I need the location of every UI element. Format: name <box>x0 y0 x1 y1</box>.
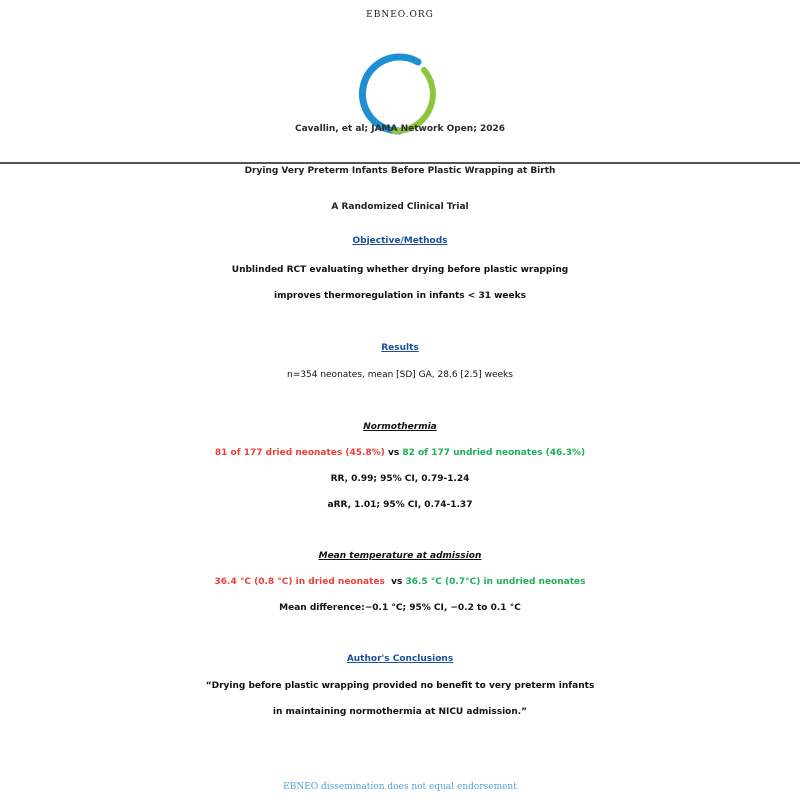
dried-result: 81 of 177 dried neonates (45.8%) <box>214 448 385 458</box>
disclaimer-footer: EBNEO dissemination does not equal endorsement <box>283 782 517 792</box>
results-text: n=354 neonates, mean [SD] GA, 28.6 [2.5] weeks <box>287 370 513 380</box>
objective-text-2: improves thermoregulation in infants < 31 weeks <box>274 291 526 301</box>
relative-risk: RR, 0.99; 95% CI, 0.79-1.24 <box>330 474 470 484</box>
conclusions-heading: Author's Conclusions <box>346 654 454 664</box>
temperature-comparison <box>0 577 800 587</box>
article-subtitle: A Randomized Clinical Trial <box>331 202 469 212</box>
normothermia-heading: Normothermia <box>363 422 437 432</box>
adjusted-relative-risk: aRR, 1.01; 95% CI, 0.74-1.37 <box>327 500 473 510</box>
mean-difference: Mean difference:−0.1 °C; 95% CI, −0.2 to 0.1 °C <box>279 603 521 613</box>
objective-heading: Objective/Methods <box>352 236 448 246</box>
article-title: Drying Very Preterm Infants Before Plastic Wrapping at Birth <box>244 166 556 176</box>
results-heading: Results <box>381 343 419 353</box>
normothermia-comparison <box>0 448 800 458</box>
objective-text-1: Unblinded RCT evaluating whether drying before plastic wrapping <box>231 265 569 275</box>
dried-temperature: 36.4 °C (0.8 °C) in dried neonates <box>214 577 385 587</box>
site-name: EBNEO.ORG <box>366 10 434 20</box>
vs-label: vs <box>384 448 403 458</box>
undried-result: 82 of 177 undried neonates (46.3%) <box>402 448 586 458</box>
temperature-heading: Mean temperature at admission <box>318 551 482 561</box>
vs-label: vs <box>384 577 406 587</box>
undried-temperature: 36.5 °C (0.7°C) in undried neonates <box>405 577 586 587</box>
conclusion-quote-1: “Drying before plastic wrapping provided no benefit to very preterm infants <box>205 681 595 691</box>
citation: Cavallin, et al; JAMA Network Open; 2026 <box>294 124 505 134</box>
conclusion-quote-2: in maintaining normothermia at NICU admission.” <box>272 707 528 717</box>
divider <box>0 162 800 164</box>
